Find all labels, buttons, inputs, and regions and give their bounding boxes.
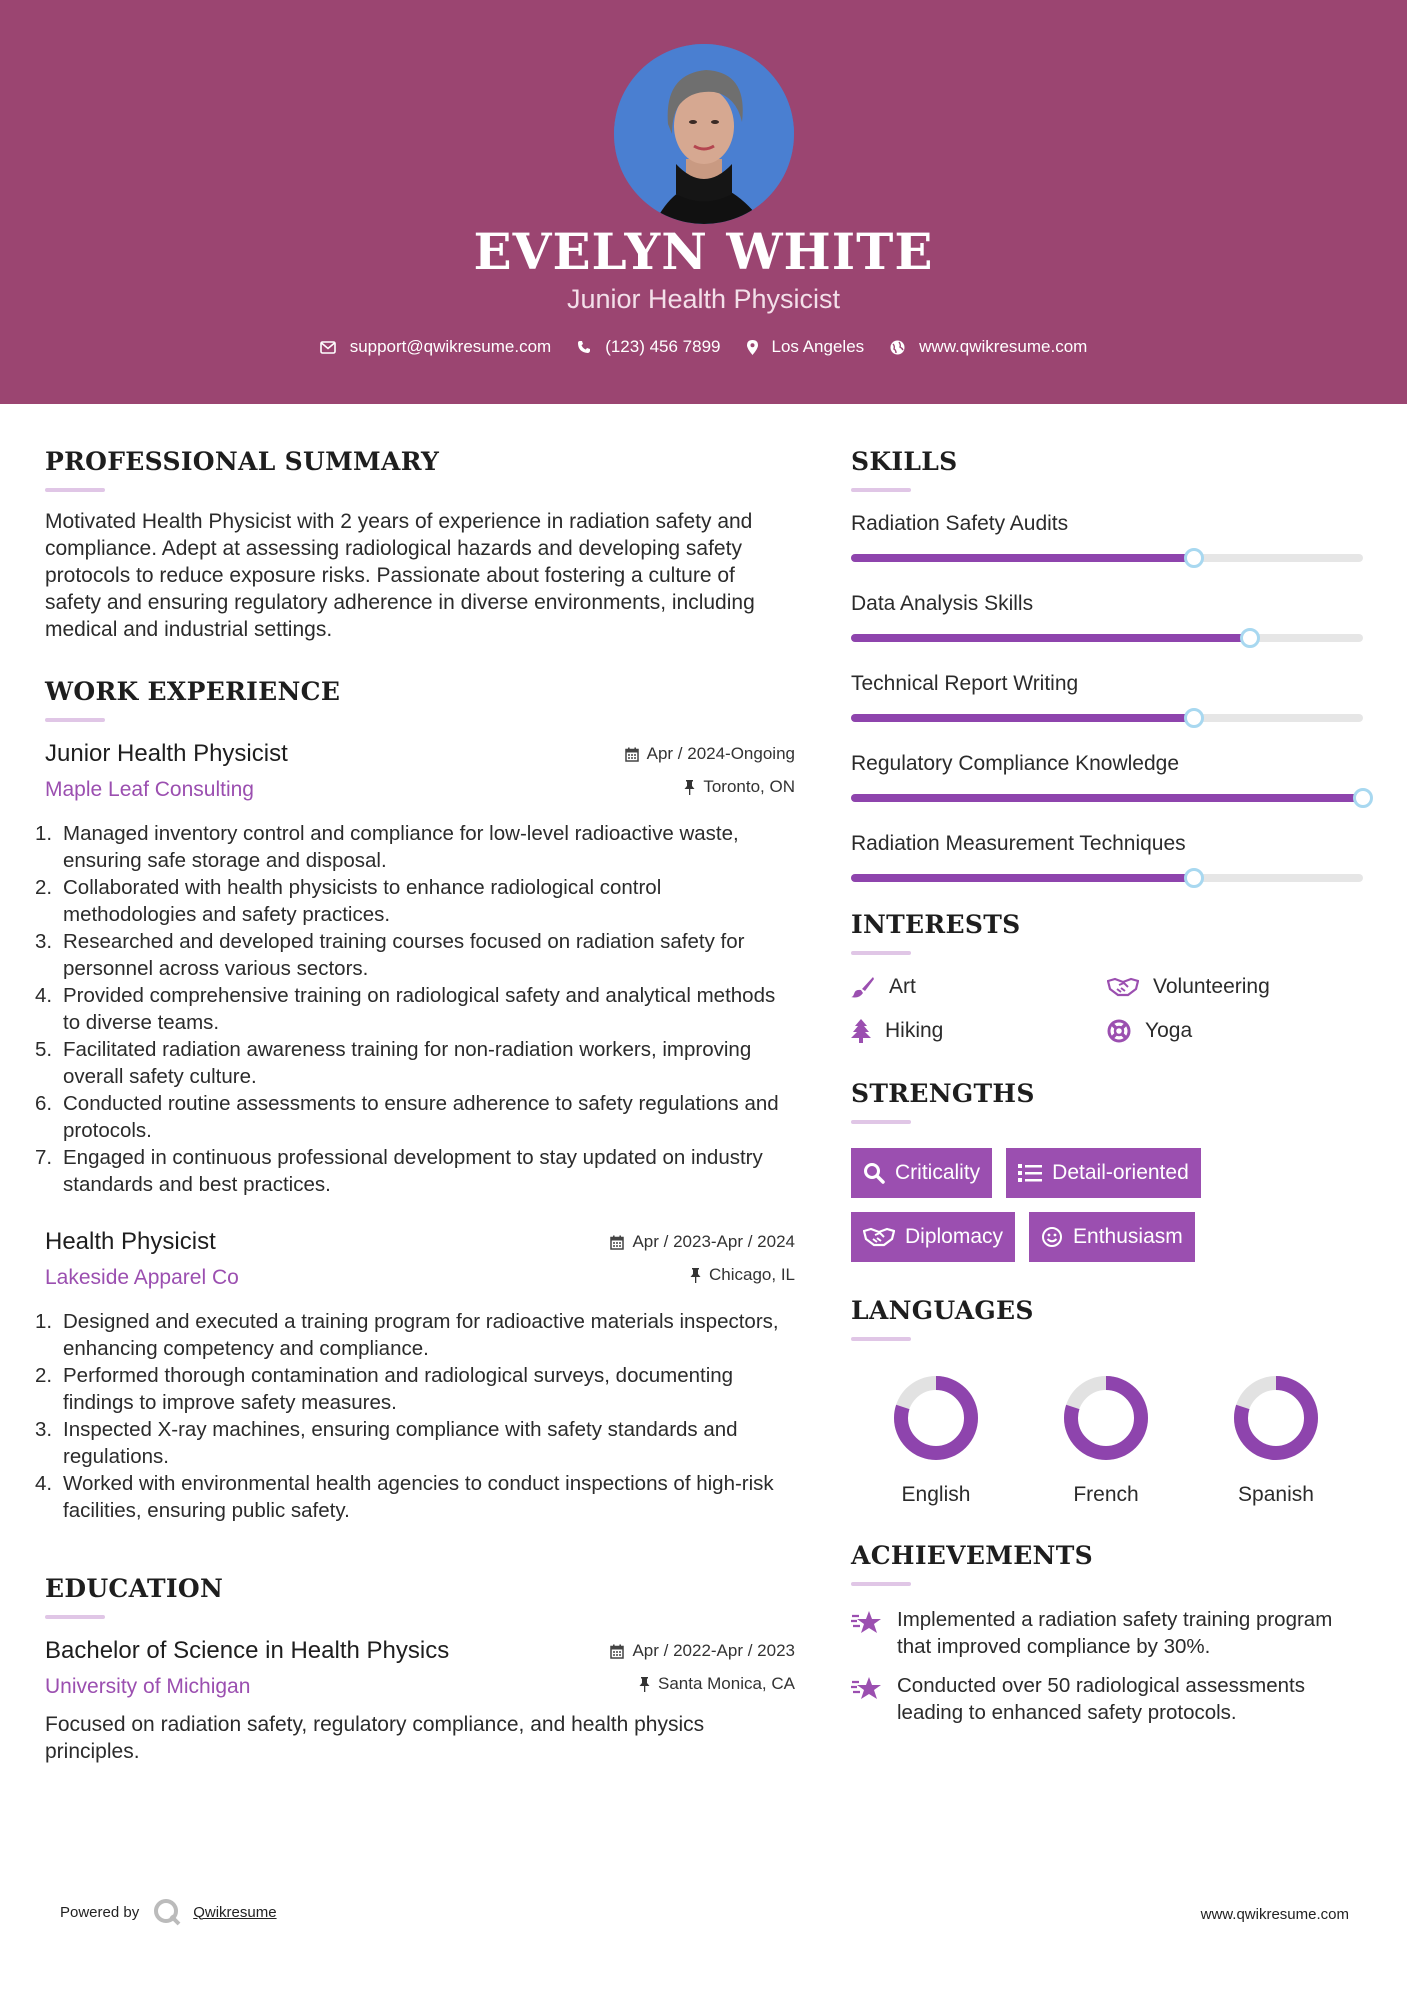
- list-item: 2. Performed thorough contamination and radiological surveys, documenting findings to improve safety measures.: [35, 1364, 734, 1414]
- language-name: French: [1073, 1483, 1139, 1506]
- skill-level-knob: [1184, 548, 1204, 568]
- interests-list: [851, 975, 1363, 1043]
- pushpin-icon: [684, 780, 695, 795]
- paintbrush-icon: [851, 976, 875, 998]
- achievements-heading: ACHIEVEMENTS: [851, 1541, 1093, 1570]
- list-item: 6. Conducted routine assessments to ensure adherence to safety regulations and protocols.: [35, 1092, 779, 1142]
- language-donut: [1233, 1375, 1319, 1461]
- skill-level-track: [851, 634, 1363, 642]
- achievements-section: [851, 1541, 1363, 1726]
- skill-item: [851, 832, 1363, 882]
- language-item: [1021, 1375, 1191, 1507]
- star-badge-icon: [851, 1674, 883, 1702]
- list-item: 5. Facilitated radiation awareness training for non-radiation workers, improving overall safety culture.: [35, 1038, 752, 1088]
- list-item: 1. Designed and executed a training program for radioactive materials inspectors, enhancing competency and compliance.: [35, 1310, 779, 1360]
- handshake-icon: [1107, 977, 1139, 997]
- contact-phone[interactable]: [577, 337, 720, 357]
- education-description: Focused on radiation safety, regulatory compliance, and health physics principles.: [45, 1713, 705, 1763]
- calendar-icon: [610, 1644, 624, 1659]
- language-item: [1191, 1375, 1361, 1507]
- skill-item: [851, 512, 1363, 562]
- list-item: 3. Researched and developed training courses focused on radiation safety for personnel across various sectors.: [35, 930, 745, 980]
- heading-underline: [45, 718, 105, 722]
- job-title: Health Physicist: [45, 1228, 216, 1255]
- interests-heading: INTERESTS: [851, 910, 1021, 939]
- map-pin-icon: [747, 340, 758, 355]
- skill-level-fill: [851, 714, 1194, 722]
- interest-item: Yoga: [1107, 1019, 1363, 1043]
- contact-bar: [0, 337, 1407, 357]
- interest-item: Art: [851, 975, 1107, 999]
- degree-title: Bachelor of Science in Health Physics: [45, 1637, 450, 1664]
- skill-item: [851, 672, 1363, 722]
- job-entry: [35, 1228, 795, 1524]
- list-icon: [1018, 1163, 1042, 1183]
- achievement-item: Conducted over 50 radiological assessments leading to enhanced safety protocols.: [851, 1672, 1363, 1726]
- skills-list: [851, 512, 1363, 882]
- candidate-title: Junior Health Physicist: [566, 284, 841, 314]
- location-text: Los Angeles: [771, 337, 865, 356]
- resume-header: [0, 0, 1407, 404]
- skill-level-fill: [851, 794, 1363, 802]
- left-column: [35, 447, 795, 1765]
- email-text: support@qwikresume.com: [349, 337, 552, 356]
- powered-by-label: Powered by: [60, 1903, 140, 1921]
- company-name: Lakeside Apparel Co: [45, 1266, 239, 1289]
- phone-text: (123) 456 7899: [605, 337, 721, 356]
- globe-icon: [890, 340, 905, 355]
- heading-underline: [851, 1120, 911, 1124]
- education-section: [45, 1574, 795, 1765]
- interest-item: Volunteering: [1107, 975, 1363, 999]
- heading-underline: [851, 1582, 911, 1586]
- skill-level-knob: [1353, 788, 1373, 808]
- education-entry: [45, 1637, 795, 1765]
- heading-underline: [45, 488, 105, 492]
- experience-section: [35, 677, 795, 1524]
- job-dates: Apr / 2023-Apr / 2024: [610, 1232, 795, 1252]
- skill-name: Regulatory Compliance Knowledge: [851, 752, 1180, 775]
- job-location: Chicago, IL: [690, 1265, 795, 1285]
- job-title: Junior Health Physicist: [45, 740, 288, 767]
- job-duties-list: [35, 1308, 795, 1524]
- school-name: University of Michigan: [45, 1675, 251, 1698]
- strength-badge: Criticality: [851, 1148, 992, 1198]
- interests-section: [851, 910, 1363, 1043]
- languages-list: [851, 1375, 1363, 1507]
- list-item: 4. Provided comprehensive training on radiological safety and analytical methods to diverse teams.: [35, 984, 776, 1034]
- language-name: English: [901, 1483, 971, 1506]
- experience-heading: WORK EXPERIENCE: [45, 677, 341, 706]
- languages-heading: LANGUAGES: [851, 1296, 1034, 1325]
- smile-icon: [1041, 1226, 1063, 1248]
- language-donut: [1063, 1375, 1149, 1461]
- list-item: 7. Engaged in continuous professional development to stay updated on industry standards and best practices.: [35, 1146, 763, 1196]
- skill-level-knob: [1184, 708, 1204, 728]
- strengths-list: [851, 1148, 1363, 1262]
- skill-level-track: [851, 794, 1363, 802]
- heading-underline: [851, 951, 911, 955]
- handshake-icon: [863, 1227, 895, 1247]
- skill-name: Data Analysis Skills: [851, 592, 1034, 615]
- pushpin-icon: [639, 1677, 650, 1692]
- profile-photo: [614, 44, 794, 224]
- languages-section: [851, 1296, 1363, 1507]
- skill-name: Radiation Safety Audits: [851, 512, 1069, 535]
- strength-badge: Enthusiasm: [1029, 1212, 1195, 1262]
- skill-level-fill: [851, 634, 1250, 642]
- skill-level-knob: [1240, 628, 1260, 648]
- interest-item: Hiking: [851, 1019, 1107, 1043]
- heading-underline: [851, 1337, 911, 1341]
- skill-level-track: [851, 714, 1363, 722]
- tree-icon: [851, 1019, 871, 1043]
- right-column: [851, 447, 1363, 1726]
- language-item: [851, 1375, 1021, 1507]
- heading-underline: [851, 488, 911, 492]
- job-duties-list: [35, 820, 795, 1198]
- calendar-icon: [610, 1235, 624, 1250]
- job-entry: [35, 740, 795, 1198]
- list-item: 4. Worked with environmental health agencies to conduct inspections of high-risk facilities, ensuring public safety.: [35, 1472, 774, 1522]
- education-location: Santa Monica, CA: [639, 1674, 795, 1694]
- strength-badge: Diplomacy: [851, 1212, 1015, 1262]
- website-text: www.qwikresume.com: [919, 337, 1088, 356]
- skill-level-track: [851, 554, 1363, 562]
- skill-level-fill: [851, 554, 1194, 562]
- pushpin-icon: [690, 1268, 701, 1283]
- job-dates: Apr / 2024-Ongoing: [625, 744, 795, 764]
- summary-text: Motivated Health Physicist with 2 years of experience in radiation safety and compliance. Adept at assessing radiological hazards and developing safety protocols to reduce exposure risks. Passionate about fostering a culture of safety and ensuring regulatory adherence in diverse environments, including medical and industrial settings.: [45, 510, 755, 641]
- list-item: 2. Collaborated with health physicists to enhance radiological control methodologies and safety practices.: [35, 876, 662, 926]
- job-location: Toronto, ON: [684, 777, 795, 797]
- strengths-section: [851, 1079, 1363, 1262]
- achievement-item: Implemented a radiation safety training program that improved compliance by 30%.: [851, 1606, 1363, 1660]
- envelope-icon: [320, 341, 336, 354]
- qwikresume-link[interactable]: Qwikresume: [193, 1903, 277, 1921]
- search-icon: [863, 1162, 885, 1184]
- skill-name: Radiation Measurement Techniques: [851, 832, 1186, 855]
- summary-heading: PROFESSIONAL SUMMARY: [45, 447, 440, 476]
- skill-name: Technical Report Writing: [851, 672, 1079, 695]
- heading-underline: [45, 1615, 105, 1619]
- language-donut: [893, 1375, 979, 1461]
- skill-level-fill: [851, 874, 1194, 882]
- strength-badge: Detail-oriented: [1006, 1148, 1201, 1198]
- list-item: 1. Managed inventory control and compliance for low-level radioactive waste, ensuring safe storage and disposal.: [35, 822, 739, 872]
- company-name: Maple Leaf Consulting: [45, 778, 254, 801]
- language-name: Spanish: [1238, 1483, 1314, 1506]
- skill-level-track: [851, 874, 1363, 882]
- list-item: 3. Inspected X-ray machines, ensuring compliance with safety standards and regulations.: [35, 1418, 738, 1468]
- footer-branding: [60, 1898, 277, 1926]
- skills-section: [851, 447, 1363, 882]
- footer-website[interactable]: www.qwikresume.com: [1200, 1906, 1349, 1923]
- contact-website[interactable]: [890, 337, 1087, 357]
- qwikresume-logo-icon: [153, 1898, 181, 1926]
- summary-section: [45, 447, 795, 643]
- strengths-heading: STRENGTHS: [851, 1079, 1035, 1108]
- education-dates: Apr / 2022-Apr / 2023: [610, 1641, 795, 1661]
- skill-level-knob: [1184, 868, 1204, 888]
- contact-location: [747, 337, 865, 357]
- lifebuoy-icon: [1107, 1019, 1131, 1043]
- contact-email[interactable]: [320, 337, 552, 357]
- phone-icon: [577, 340, 591, 354]
- skill-item: [851, 752, 1363, 802]
- candidate-name: EVELYN WHITE: [473, 222, 934, 281]
- skills-heading: SKILLS: [851, 447, 958, 476]
- skill-item: [851, 592, 1363, 642]
- calendar-icon: [625, 747, 639, 762]
- star-badge-icon: [851, 1608, 883, 1636]
- education-heading: EDUCATION: [45, 1574, 224, 1603]
